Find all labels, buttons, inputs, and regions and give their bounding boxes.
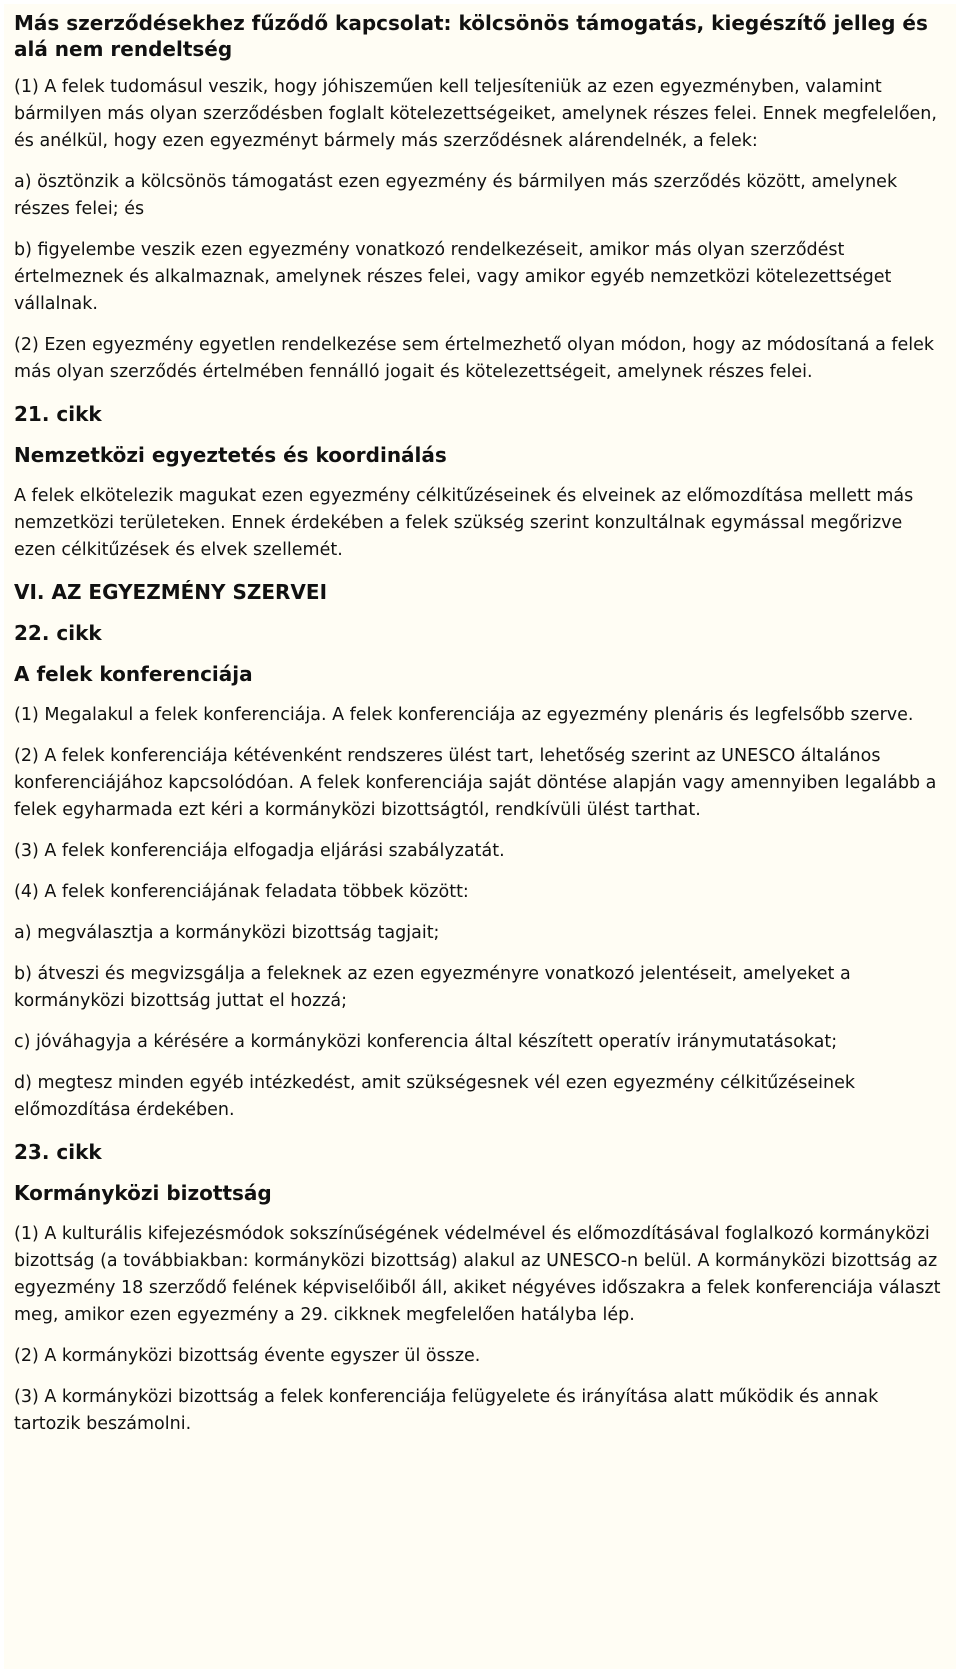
article-23-paragraph-3: (3) A kormányközi bizottság a felek konferenciája felügyelete és irányítása alatt működik és annak tartozik beszámolni. (14, 1387, 879, 1434)
article-23-title: Kormányközi bizottság (14, 1181, 272, 1205)
article-21-title: Nemzetközi egyeztetés és koordinálás (14, 443, 447, 467)
article-22-title: A felek konferenciája (14, 662, 253, 686)
paragraph-1: (1) A felek tudomásul veszik, hogy jóhiszeműen kell teljesíteniük az ezen egyezményben, valamint bármilyen más olyan szerződésben foglalt kötelezettségeiket, amelynek részes felei. Ennek megfelelően, és anélkül, hogy ezen egyezményt bármely más szerződésnek alárendelnék, a felek: (14, 77, 937, 151)
document-page (4, 4, 956, 1669)
paragraph-1a: a) ösztönzik a kölcsönös támogatást ezen egyezmény és bármilyen más szerződés között, amelynek részes felei; és (14, 172, 898, 219)
article-21-text: A felek elkötelezik magukat ezen egyezmény célkitűzéseinek és elveinek az előmozdítása mellett más nemzetközi területeken. Ennek érdekében a felek szükség szerint konzultálnak egymással megőrizve ezen célkitűzések és elvek szellemét. (14, 486, 914, 560)
article-21-number: 21. cikk (14, 402, 102, 426)
article-22-paragraph-4c: c) jóváhagyja a kérésére a kormányközi konferencia által készített operatív iránymutatásokat; (14, 1032, 838, 1052)
article-22-paragraph-4b: b) átveszi és megvizsgálja a feleknek az ezen egyezményre vonatkozó jelentéseit, amelyeket a kormányközi bizottság juttat el hozzá; (14, 964, 851, 1011)
article-22-paragraph-4d: d) megtesz minden egyéb intézkedést, amit szükségesnek vél ezen egyezmény célkitűzéseinek előmozdítása érdekében. (14, 1073, 855, 1120)
paragraph-1b: b) figyelembe veszik ezen egyezmény vonatkozó rendelkezéseit, amikor más olyan szerződést értelmeznek és alkalmaznak, amelynek részes felei, vagy amikor egyéb nemzetközi kötelezettséget vállalnak. (14, 240, 892, 314)
article-22-paragraph-4a: a) megválasztja a kormányközi bizottság tagjait; (14, 923, 440, 943)
article-23-paragraph-2: (2) A kormányközi bizottság évente egyszer ül össze. (14, 1346, 481, 1366)
article-23-paragraph-1: (1) A kulturális kifejezésmódok sokszínűségének védelmével és előmozdításával foglalkozó kormányközi bizottság (a továbbiakban: kormányközi bizottság) alakul az UNESCO-n belül. A kormányközi bizottság az egyezmény 18 szerződő felének képviselőiből áll, akiket négyéves időszakra a felek konferenciája választ meg, amikor ezen egyezmény a 29. cikknek megfelelően hatályba lép. (14, 1224, 941, 1325)
article-22-paragraph-4: (4) A felek konferenciájának feladata többek között: (14, 882, 469, 902)
chapter-6-title: VI. AZ EGYEZMÉNY SZERVEI (14, 580, 328, 604)
article-22-number: 22. cikk (14, 621, 102, 645)
article-22-paragraph-1: (1) Megalakul a felek konferenciája. A felek konferenciája az egyezmény plenáris és legfelsőbb szerve. (14, 705, 914, 725)
article-23-number: 23. cikk (14, 1140, 102, 1164)
paragraph-2: (2) Ezen egyezmény egyetlen rendelkezése sem értelmezhető olyan módon, hogy az módosítaná a felek más olyan szerződés értelmében fennálló jogait és kötelezettségeit, amelynek részes felei. (14, 335, 935, 382)
article-22-paragraph-3: (3) A felek konferenciája elfogadja eljárási szabályzatát. (14, 841, 505, 861)
article-22-paragraph-2: (2) A felek konferenciája kétévenként rendszeres ülést tart, lehetőség szerint az UNESCO általános konferenciájához kapcsolódóan. A felek konferenciája saját döntése alapján vagy amennyiben legalább a felek egyharmada ezt kéri a kormányközi bizottságtól, rendkívüli ülést tarthat. (14, 746, 937, 820)
section-heading-relations: Más szerződésekhez fűződő kapcsolat: kölcsönös támogatás, kiegészítő jelleg és alá nem rendeltség (14, 11, 928, 61)
